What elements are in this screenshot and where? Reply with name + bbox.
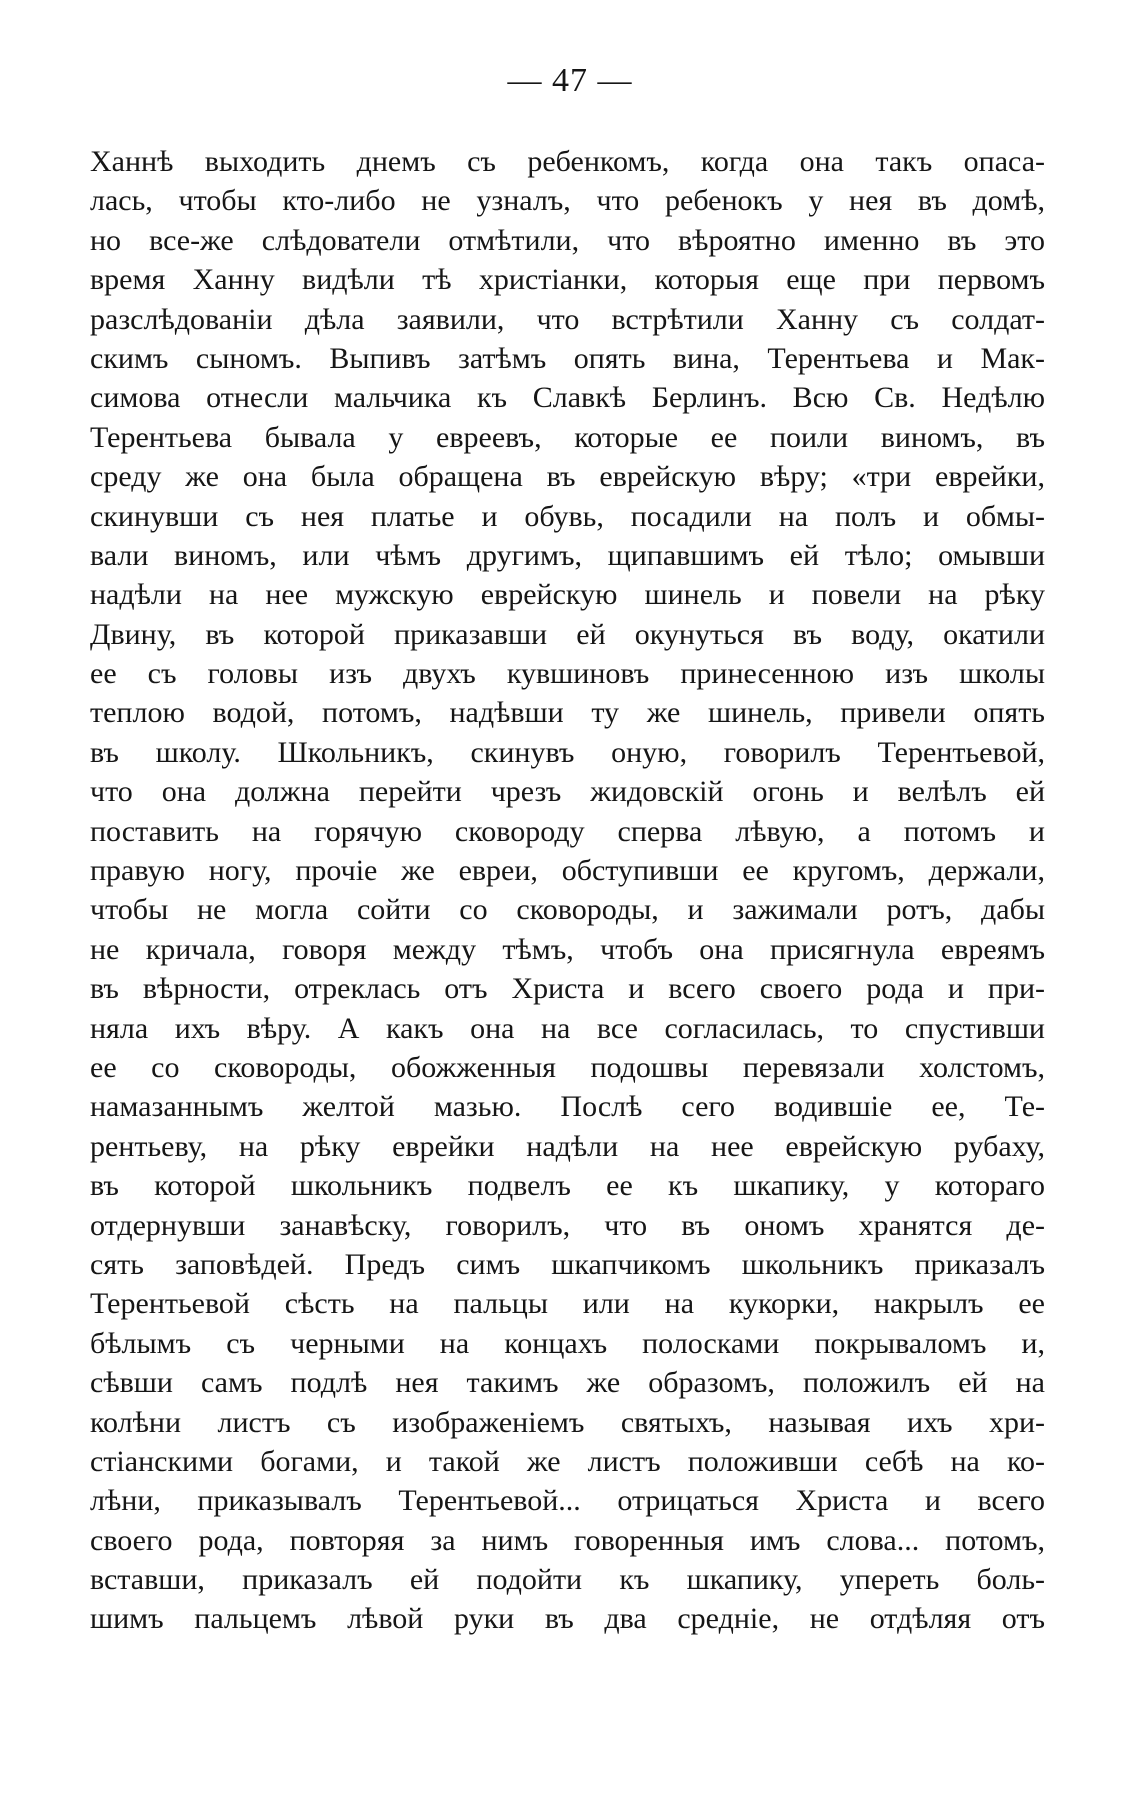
text-line: намазаннымъ желтой мазью. Послѣ сего водившіе ее, Те- (90, 1090, 1045, 1124)
text-line: лась, чтобы кто-либо не узналъ, что ребенокъ у нея въ домѣ, (90, 184, 1045, 218)
text-line: чтобы не могла сойти со сковороды, и зажимали ротъ, дабы (90, 893, 1045, 927)
text-line: сять заповѣдей. Предъ симъ шкапчикомъ школьникъ приказалъ (90, 1247, 1045, 1281)
text-line: Ханнѣ выходить днемъ съ ребенкомъ, когда она такъ опаса- (90, 145, 1045, 178)
text-line: скимъ сыномъ. Выпивъ затѣмъ опять вина, Терентьева и Мак- (90, 341, 1045, 375)
text-line: ее съ головы изъ двухъ кувшиновъ принесенною изъ школы (90, 657, 1045, 691)
text-line: няла ихъ вѣру. А какъ она на все согласилась, то спустивши (90, 1011, 1045, 1045)
text-line: рентьеву, на рѣку еврейки надѣли на нее еврейскую рубаху, (90, 1129, 1045, 1163)
text-line: правую ногу, прочіе же евреи, обступивши ее кругомъ, держали, (90, 854, 1045, 888)
text-line: Двину, въ которой приказавши ей окунуться въ воду, окатили (90, 617, 1045, 651)
text-line: среду же она была обращена въ еврейскую вѣру; «три еврейки, (90, 460, 1045, 494)
text-line: ее со сковороды, обожженныя подошвы перевязали холстомъ, (90, 1050, 1045, 1084)
text-line: вставши, приказалъ ей подойти къ шкапику, упереть боль- (90, 1563, 1045, 1597)
text-line: время Ханну видѣли тѣ христіанки, которыя еще при первомъ (90, 263, 1045, 297)
page-number: — 47 — (507, 62, 633, 99)
text-line: разслѣдованіи дѣла заявили, что встрѣтили Ханну съ солдат- (90, 302, 1045, 336)
text-line: лѣни, приказывалъ Терентьевой... отрицаться Христа и всего (90, 1484, 1045, 1518)
text-line: своего рода, повторяя за нимъ говоренныя имъ слова... потомъ, (90, 1523, 1045, 1557)
text-line: теплою водой, потомъ, надѣвши ту же шинель, привели опять (90, 696, 1045, 730)
text-line: Терентьева бывала у евреевъ, которые ее поили виномъ, въ (90, 420, 1045, 454)
text-line: симова отнесли мальчика къ Славкѣ Берлинъ. Всю Св. Недѣлю (90, 381, 1045, 415)
text-line: въ школу. Школьникъ, скинувъ оную, говорилъ Терентьевой, (90, 735, 1045, 769)
text-line: сѣвши самъ подлѣ нея такимъ же образомъ, положилъ ей на (90, 1366, 1045, 1400)
text-line: стіанскими богами, и такой же листъ положивши себѣ на ко- (90, 1444, 1045, 1478)
text-line: въ вѣрности, отреклась отъ Христа и всего своего рода и при- (90, 972, 1045, 1006)
text-line: въ которой школьникъ подвелъ ее къ шкапику, у котораго (90, 1169, 1045, 1203)
text-line: отдернувши занавѣску, говорилъ, что въ ономъ хранятся де- (90, 1208, 1045, 1242)
text-line: Терентьевой сѣсть на пальцы или на кукорки, накрылъ ее (90, 1287, 1045, 1321)
text-line: скинувши съ нея платье и обувь, посадили на полъ и обмы- (90, 499, 1045, 533)
text-line: шимъ пальцемъ лѣвой руки въ два средніе, не отдѣляя отъ (90, 1602, 1045, 1636)
text-line: но все-же слѣдователи отмѣтили, что вѣроятно именно въ это (90, 223, 1045, 257)
text-line: бѣлымъ съ черными на концахъ полосками покрываломъ и, (90, 1326, 1045, 1360)
text-line: колѣни листъ съ изображеніемъ святыхъ, называя ихъ хри- (90, 1405, 1045, 1439)
body-text (90, 142, 1045, 1639)
text-line: не кричала, говоря между тѣмъ, чтобъ она присягнула евреямъ (90, 932, 1045, 966)
text-line: вали виномъ, или чѣмъ другимъ, щипавшимъ ей тѣло; омывши (90, 538, 1045, 572)
text-line: надѣли на нее мужскую еврейскую шинель и повели на рѣку (90, 578, 1045, 612)
text-line: поставить на горячую сковороду сперва лѣвую, а потомъ и (90, 814, 1045, 848)
text-line: что она должна перейти чрезъ жидовскій огонь и велѣлъ ей (90, 775, 1045, 809)
